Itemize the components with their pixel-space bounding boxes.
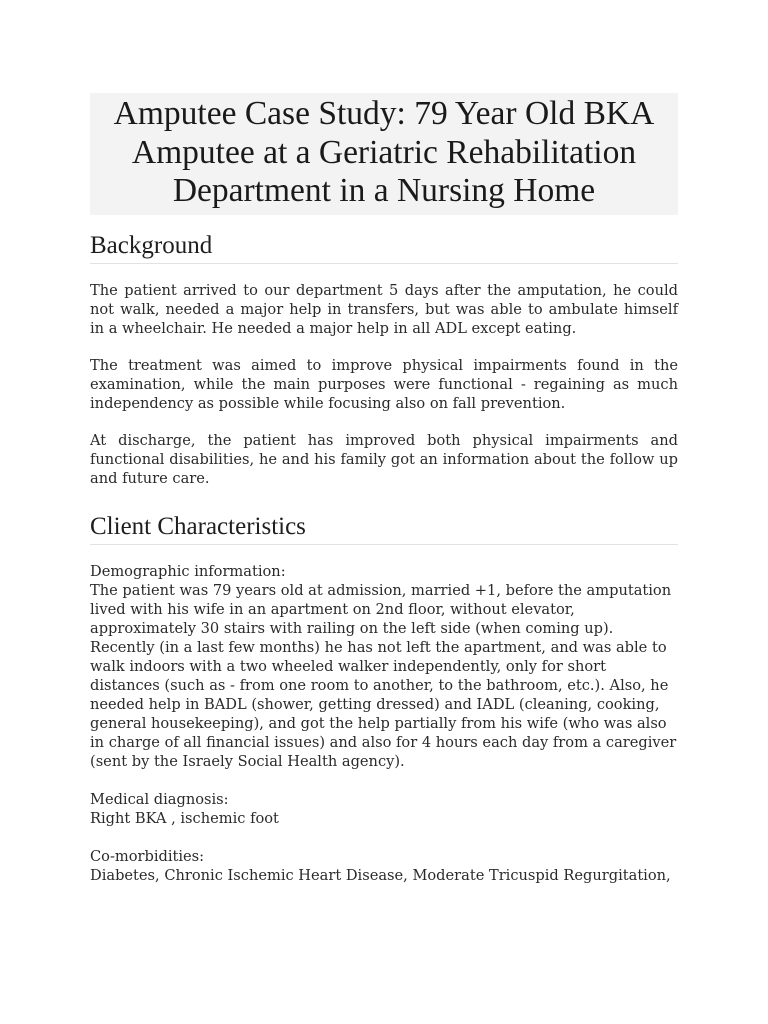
title-banner — [90, 93, 678, 215]
background-paragraph-1: The patient arrived to our department 5 days after the amputation, he could not walk, needed a major help in transfers, but was able to ambulate himself in a wheelchair. He needed a major help in all ADL except eating. — [90, 281, 678, 337]
demographic-information-label: Demographic information: — [90, 562, 286, 580]
comorbidities-text: Diabetes, Chronic Ischemic Heart Disease, Moderate Tricuspid Regurgitation, — [90, 866, 671, 884]
demographic-information-text: The patient was 79 years old at admission, married +1, before the amputation lived with his wife in an apartment on 2nd floor, without elevator, approximately 30 stairs with railing on the left side (when coming up). Recently (in a last few months) he has not left the apartment, and was able to walk indoors with a two wheeled walker independently, only for short distances (such as - from one room to another, to the bathroom, etc.). Also, he needed help in BADL (shower, getting dressed) and IADL (cleaning, cooking, general housekeeping), and got the help partially from his wife (who was also in charge of all financial issues) and also for 4 hours each day from a caregiver (sent by the Israely Social Health agency). — [90, 581, 677, 770]
background-paragraph-3: At discharge, the patient has improved both physical impairments and functional disabilities, he and his family got an information about the follow up and future care. — [90, 431, 678, 487]
document-page — [90, 93, 678, 885]
background-paragraph-2: The treatment was aimed to improve physical impairments found in the examination, while the main purposes were functional - regaining as much independency as possible while focusing also on fall prevention. — [90, 356, 678, 412]
medical-diagnosis-text: Right BKA , ischemic foot — [90, 809, 279, 827]
background-heading: Background — [90, 231, 678, 264]
comorbidities-block — [90, 847, 678, 885]
medical-diagnosis-label: Medical diagnosis: — [90, 790, 229, 808]
medical-diagnosis-block — [90, 790, 678, 828]
client-characteristics-heading: Client Characteristics — [90, 512, 678, 545]
document-title: Amputee Case Study: 79 Year Old BKA Amputee at a Geriatric Rehabilitation Department in a Nursing Home — [113, 95, 655, 209]
demographic-information-block — [90, 562, 678, 771]
comorbidities-label: Co-morbidities: — [90, 847, 205, 865]
